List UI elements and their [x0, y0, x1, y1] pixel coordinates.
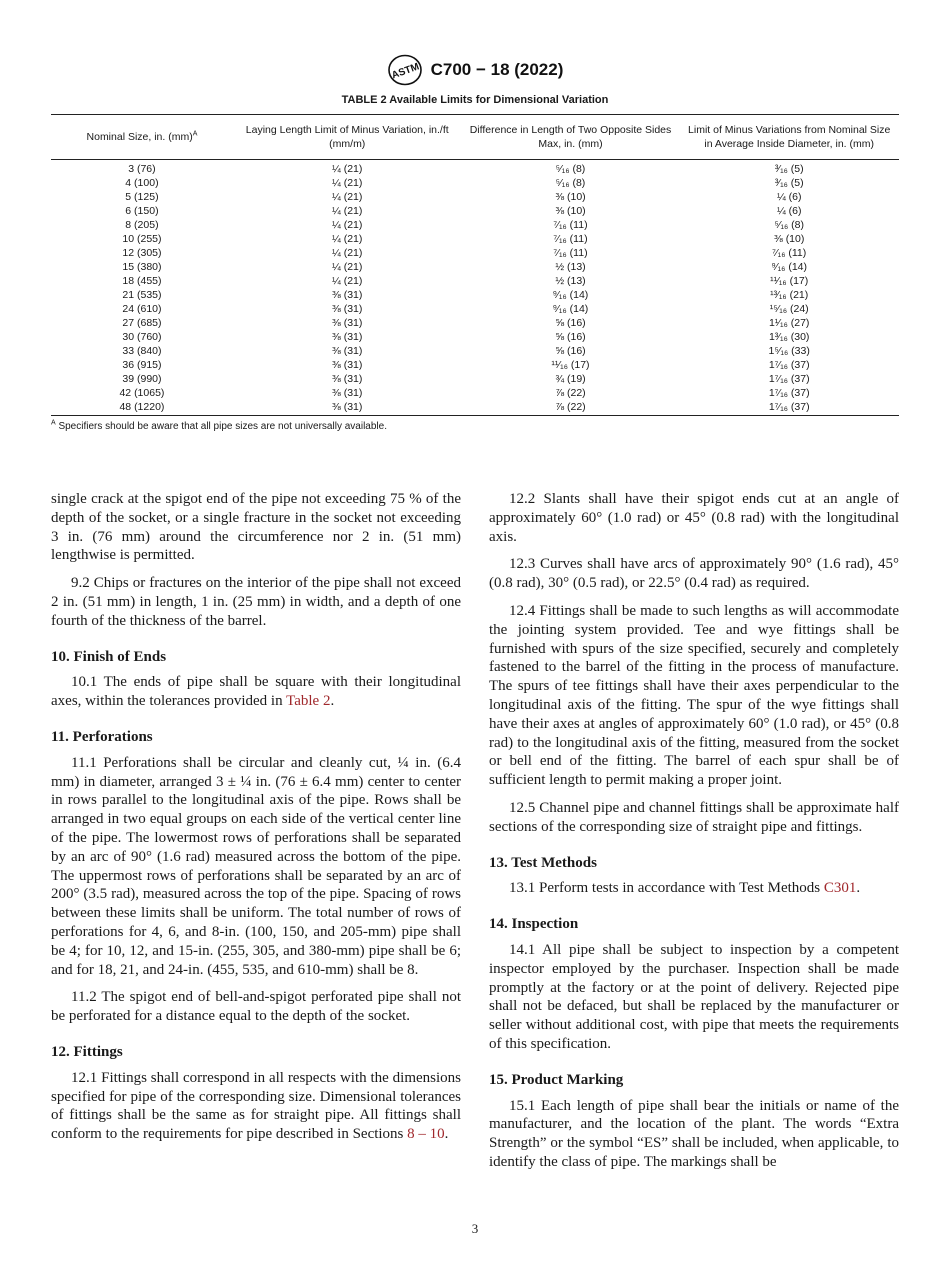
table-cell: ⅜ (10) [555, 191, 586, 203]
table-cell: ¼ (21) [332, 275, 363, 287]
table-cell: 1⁵⁄₁₆ (33) [768, 345, 810, 357]
table-cell: ⅜ (31) [332, 359, 363, 371]
table-cell: ¼ (21) [332, 261, 363, 273]
table-cell: ¼ (21) [332, 233, 363, 245]
document-designation: C700 − 18 (2022) [430, 60, 564, 79]
footnote-mark: A [51, 419, 56, 427]
section-15-heading: 15. Product Marking [489, 1071, 624, 1088]
table-row [51, 330, 899, 344]
table-row [51, 274, 899, 288]
table-cell: ¹¹⁄₁₆ (17) [551, 359, 590, 371]
paragraph-14-1: 14.1 All pipe shall be subject to inspection by a competent inspector employed by the purchaser. Inspection shall be made promptly at the factory or at the point of delivery. Rejected pipe shall not be defaced, but shall be replaced by the manufacturer or seller without additional cost, with pipe that meets the requirements of this specification. [489, 941, 899, 1052]
table-cell: ⁹⁄₁₆ (14) [552, 289, 589, 301]
table-cell: 33 (840) [122, 345, 162, 357]
table-cell: 42 (1065) [119, 387, 165, 399]
table-row [51, 358, 899, 372]
page-number: 3 [471, 1221, 479, 1236]
paragraph-12-1: 12.1 Fittings shall correspond in all respects with the dimensions specified for pipe of the corresponding size. Dimensional tolerances of fittings shall be the same as for straight pipe. All fittings shall conform to the requirements for pipe described in Sections 8 – 10. [51, 1069, 461, 1143]
table-cell: 4 (100) [125, 177, 159, 189]
table-footnote: $^A$ Specifiers should be aware that all pipe sizes are not universally available. [51, 419, 387, 432]
table-cell: ⅜ (31) [332, 387, 363, 399]
table-cell: 3 (76) [128, 163, 156, 175]
paragraph-12-5: 12.5 Channel pipe and channel fittings shall be approximate half sections of the corresponding size of straight pipe and fittings. [489, 799, 899, 835]
table-2-link[interactable]: Table 2 [286, 693, 331, 710]
table-cell: 39 (990) [122, 373, 162, 385]
table-cell: ⁵⁄₁₆ (8) [555, 177, 586, 189]
table-cell: ½ (13) [555, 275, 586, 287]
table-cell: ⁵⁄₁₆ (8) [774, 219, 805, 231]
section-13-heading: 13. Test Methods [489, 854, 597, 871]
table-cell: ⅞ (22) [462, 400, 680, 416]
table-cell: 1⁷⁄₁₆ (37) [768, 373, 810, 385]
table-cell: ¼ (21) [332, 177, 363, 189]
svg-text:ASTM: ASTM [389, 61, 421, 82]
paragraph-9-2: 9.2 Chips or fractures on the interior of the pipe shall not exceed 2 in. (51 mm) in length, 1 in. (25 mm) in width, and a depth of one fourth of the thickness of the barrel. [51, 575, 461, 629]
table-cell: 1³⁄₁₆ (30) [768, 331, 810, 343]
table-cell: ¼ (21) [332, 191, 363, 203]
table-cell: ¹³⁄₁₆ (21) [770, 289, 809, 301]
table-cell: ¼ (6) [776, 191, 802, 203]
section-14-heading: 14. Inspection [489, 916, 579, 933]
table-cell: ¼ (21) [332, 163, 363, 175]
sections-8-10-link[interactable]: 8 – 10 [407, 1126, 445, 1143]
table-cell: 1⁷⁄₁₆ (37) [679, 400, 899, 416]
paragraph-12-4: 12.4 Fittings shall be made to such lengths as will accommodate the jointing system provided. Tee and wye fittings shall be furnished with spurs of the size specified, securely and completely fastened to the barrel of the fitting in the process of manufacture. The spurs of tee fittings shall have their axes perpendicular to the longitudinal axis of the fitting. The spur of the wye fittings shall have their axes at angles of approximately 60° (1.0 rad), or 45° (0.8 rad) to the longitudinal axis of the fitting, measured from the socket or bell end of the fitting. The barrel of each spur shall be of sufficient length to permit making a proper joint. [489, 602, 899, 789]
paragraph-13-1: 13.1 Perform tests in accordance with Test Methods C301. [509, 880, 861, 897]
header-inside-diameter: Limit of Minus Variations from Nominal Size in Average Inside Diameter, in. (mm) [679, 115, 899, 160]
header-length-difference: Difference in Length of Two Opposite Sides Max, in. (mm) [462, 115, 680, 160]
section-12-heading: 12. Fittings [51, 1043, 123, 1060]
table-cell: ¼ (21) [332, 247, 363, 259]
table-cell: 15 (380) [122, 261, 162, 273]
table-cell: 8 (205) [125, 219, 159, 231]
table-cell: 6 (150) [125, 205, 159, 217]
page-header [0, 54, 950, 86]
table-row [51, 288, 899, 302]
paragraph-15-1: 15.1 Each length of pipe shall bear the initials or name of the manufacturer, and the location of the plant. The words “Extra Strength” or the symbol “ES” shall be included, when applicable, to identify the class of pipe. The markings shall be [489, 1097, 899, 1170]
table-cell: 1⁷⁄₁₆ (37) [768, 387, 810, 399]
paragraph-12-3: 12.3 Curves shall have arcs of approximately 90° (1.6 rad), 45° (0.8 rad), 30° (0.5 rad), or 22.5° (0.4 rad) as required. [489, 556, 899, 592]
table-header-row [51, 115, 899, 160]
table-cell: ¼ (21) [332, 219, 363, 231]
table-cell: 5 (125) [125, 191, 159, 203]
table-cell: ⅜ (31) [332, 303, 363, 315]
table-cell: ⅜ (31) [332, 331, 363, 343]
header-nominal-size: Nominal Size, in. (mm)$^A$ [51, 115, 233, 160]
table-row [51, 246, 899, 260]
table-cell: ¼ (21) [332, 205, 363, 217]
table-cell: ⅝ (16) [555, 317, 586, 329]
table-cell: ¼ (6) [776, 205, 802, 217]
table-cell: ⅝ (16) [555, 345, 586, 357]
table-row [51, 260, 899, 274]
right-column [489, 490, 899, 1181]
table-cell: ⅜ (10) [774, 233, 805, 245]
table-cell: ⅝ (16) [555, 331, 586, 343]
table-cell: ⅜ (31) [233, 400, 462, 416]
table-cell: 12 (305) [122, 247, 162, 259]
table-cell: ⅜ (31) [332, 317, 363, 329]
table-row [51, 316, 899, 330]
table-cell: ¹¹⁄₁₆ (17) [770, 275, 809, 287]
astm-logo-icon [387, 54, 423, 86]
left-column [51, 490, 461, 1153]
section-11-heading: 11. Perforations [51, 728, 153, 745]
table-cell: 30 (760) [122, 331, 162, 343]
paragraph-11-2: 11.2 The spigot end of bell-and-spigot perforated pipe shall not be perforated for a distance equal to the depth of the socket. [51, 989, 461, 1025]
table-cell: 1⁷⁄₁₆ (37) [768, 359, 810, 371]
table-row [51, 372, 899, 386]
paragraph-12-2: 12.2 Slants shall have their spigot ends cut at an angle of approximately 60° (1.0 rad) or 45° (0.8 rad) with the longitudinal axis. [489, 491, 899, 545]
table-cell: ⁷⁄₁₆ (11) [553, 219, 588, 231]
table-cell: 1¹⁄₁₆ (27) [768, 317, 810, 329]
table-cell: ⅜ (31) [332, 289, 363, 301]
table-cell: ⁷⁄₁₆ (11) [553, 247, 588, 259]
table-body [51, 160, 899, 416]
table-cell: ¾ (19) [555, 373, 586, 385]
table-cell: 24 (610) [122, 303, 162, 315]
c301-link[interactable]: C301 [823, 880, 857, 897]
table-cell: ⁷⁄₁₆ (11) [772, 247, 807, 259]
paragraph-9-1-continued: single crack at the spigot end of the pipe not exceeding 75 % of the depth of the socket, or a single fracture in the socket not exceeding 3 in. (76 mm) around the circumference nor 2 in. (51 mm) lengthwise is permitted. [51, 491, 461, 564]
table-cell: ⁷⁄₁₆ (11) [553, 233, 588, 245]
table-cell: ⁹⁄₁₆ (14) [552, 303, 589, 315]
table-cell: 21 (535) [122, 289, 162, 301]
dimensional-variation-table [51, 114, 899, 416]
table-row [51, 232, 899, 246]
table-row [51, 302, 899, 316]
table-cell: ⅞ (22) [555, 387, 586, 399]
header-laying-length: Laying Length Limit of Minus Variation, in./ft (mm/m) [233, 115, 462, 160]
table-cell: ³⁄₁₆ (5) [774, 163, 804, 175]
table-row [51, 386, 899, 400]
table-cell: ⁵⁄₁₆ (8) [555, 163, 586, 175]
header-footnote-mark: A [192, 130, 198, 138]
section-10-heading: 10. Finish of Ends [51, 648, 167, 665]
paragraph-10-1: 10.1 The ends of pipe shall be square with their longitudinal axes, within the tolerances provided in Table 2. [51, 674, 461, 710]
table-cell: 18 (455) [122, 275, 162, 287]
table-cell: 27 (685) [122, 317, 162, 329]
table-cell: ⁹⁄₁₆ (14) [771, 261, 808, 273]
table-row [51, 176, 899, 190]
paragraph-11-1: 11.1 Perforations shall be circular and cleanly cut, ¼ in. (6.4 mm) in diameter, arranged 3 ± ¼ in. (76 ± 6.4 mm) center to center in rows parallel to the longitudinal axis of the pipe. Rows shall be arranged in two equal groups on each side of the vertical center line of the pipe. The lowermost rows of perforations shall be separated by an arc of 90° (1.6 rad) measured across the bottom of the pipe. The uppermost rows of perforations shall be separated by an arc of 200° (3.5 rad), measured across the top of the pipe. Spacing of rows between these limits shall be uniform. The total number of rows of perforations for 4, 6, and 8-in. (100, 150, and 205-mm) pipe shall be 4; for 10, 12, and 15-in. (255, 305, and 380-mm) pipe shall be 6; and for 18, 21, and 24-in. (455, 535, and 610-mm) shall be 8. [51, 754, 461, 978]
table-row [51, 160, 899, 177]
table-row [51, 190, 899, 204]
table-cell: ³⁄₁₆ (5) [774, 177, 804, 189]
table-cell: 36 (915) [122, 359, 162, 371]
table-cell: ½ (13) [555, 261, 586, 273]
table-cell: ⅜ (31) [332, 373, 363, 385]
table-row [51, 344, 899, 358]
table-row [51, 204, 899, 218]
table-title: TABLE 2 Available Limits for Dimensional Variation [341, 94, 609, 106]
table-cell: 10 (255) [122, 233, 162, 245]
table-row [51, 400, 899, 416]
table-cell: 48 (1220) [51, 400, 233, 416]
table-row [51, 218, 899, 232]
table-cell: ⅜ (10) [555, 205, 586, 217]
table-cell: ⅜ (31) [332, 345, 363, 357]
table-cell: ¹⁵⁄₁₆ (24) [769, 303, 809, 315]
